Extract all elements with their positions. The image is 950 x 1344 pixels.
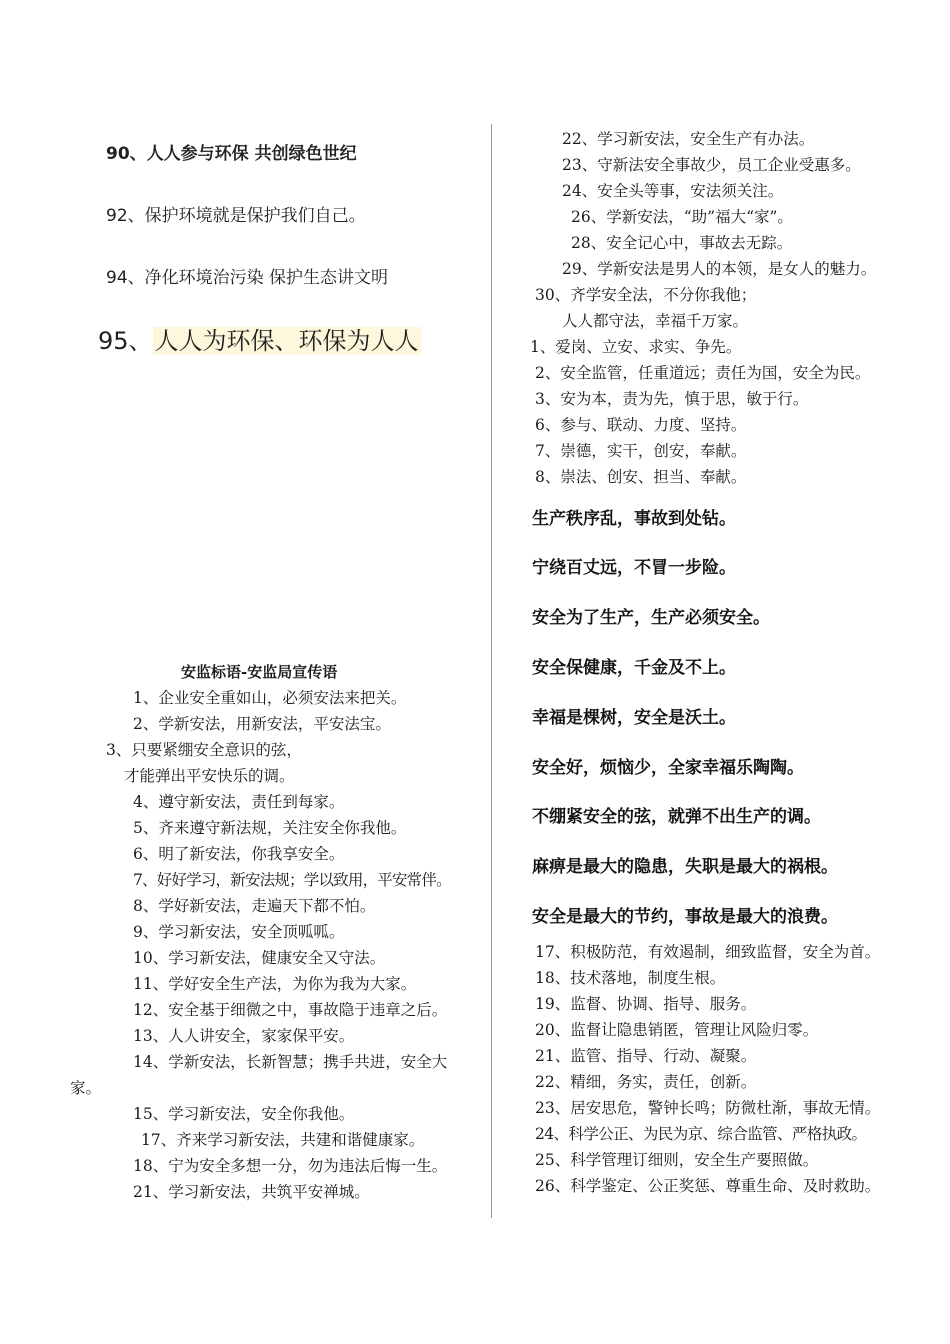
slogan-90: 90、人人参与环保 共创绿色世纪 xyxy=(106,144,357,164)
list-item: 17、齐来学习新安法，共建和谐健康家。 xyxy=(141,1131,425,1149)
list-item: 3、安为本，责为先，慎于思，敏于行。 xyxy=(535,390,809,408)
slogan-94: 94、净化环境治污染 保护生态讲文明 xyxy=(106,268,389,288)
list-item: 2、学新安法，用新安法，平安法宝。 xyxy=(133,715,391,733)
list-item: 24、科学公正、为民为京、综合监管、严格执政。 xyxy=(535,1125,867,1143)
list-item: 21、学习新安法，共筑平安禅城。 xyxy=(133,1183,370,1201)
bold-slogan: 不绷紧安全的弦，就弹不出生产的调。 xyxy=(532,807,821,827)
list-item: 13、人人讲安全，家家保平安。 xyxy=(133,1027,355,1045)
list-item: 人人都守法，幸福千万家。 xyxy=(562,312,749,330)
list-item: 4、遵守新安法，责任到每家。 xyxy=(133,793,345,811)
list-item: 26、学新安法，“助”福大“家”。 xyxy=(571,208,793,226)
list-item: 21、监管、指导、行动、凝聚。 xyxy=(535,1047,757,1065)
list-item: 26、科学鉴定、公正奖惩、尊重生命、及时救助。 xyxy=(535,1177,881,1195)
list-item: 19、监督、协调、指导、服务。 xyxy=(535,995,757,1013)
list-item: 29、学新安法是男人的本领，是女人的魅力。 xyxy=(562,260,877,278)
list-item: 30、齐学安全法，不分你我他； xyxy=(535,286,757,304)
list-item: 5、齐来遵守新法规，关注安全你我他。 xyxy=(133,819,407,837)
list-item: 10、学习新安法，健康安全又守法。 xyxy=(133,949,386,967)
bold-slogan: 安全好，烦恼少，全家幸福乐陶陶。 xyxy=(532,758,804,778)
list-item: 25、科学管理订细则，安全生产要照做。 xyxy=(535,1151,819,1169)
list-item: 28、安全记心中，事故去无踪。 xyxy=(571,234,793,252)
section-title: 安监标语-安监局宣传语 xyxy=(181,663,338,681)
list-item: 14、学新安法，长新智慧；携手共进，安全大 xyxy=(133,1053,448,1071)
list-item: 12、安全基于细微之中，事故隐于违章之后。 xyxy=(133,1001,448,1019)
list-item: 15、学习新安法，安全你我他。 xyxy=(133,1105,355,1123)
list-item: 8、学好新安法，走遍天下都不怕。 xyxy=(133,897,376,915)
list-item: 18、技术落地，制度生根。 xyxy=(535,969,726,987)
bold-slogan: 幸福是棵树，安全是沃土。 xyxy=(532,708,736,728)
list-item: 家。 xyxy=(70,1079,102,1097)
bold-slogan: 安全是最大的节约，事故是最大的浪费。 xyxy=(532,907,838,927)
list-item: 1、企业安全重如山，必须安法来把关。 xyxy=(133,689,407,707)
list-item: 2、安全监管，任重道远；责任为国，安全为民。 xyxy=(535,364,871,382)
bold-slogan: 生产秩序乱，事故到处钻。 xyxy=(532,509,736,529)
slogan-95-text: 人人为环保、环保为人人 xyxy=(154,327,419,355)
list-item: 22、精细，务实，责任，创新。 xyxy=(535,1073,757,1091)
list-item: 9、学习新安法，安全顶呱呱。 xyxy=(133,923,345,941)
column-divider xyxy=(491,124,492,1218)
list-item: 24、安全头等事，安法须关注。 xyxy=(562,182,784,200)
list-item: 才能弹出平安快乐的调。 xyxy=(124,767,295,785)
bold-slogan: 麻痹是最大的隐患，失职是最大的祸根。 xyxy=(532,857,838,877)
list-item: 6、参与、联动、力度、坚持。 xyxy=(535,416,747,434)
list-item: 1、爱岗、立安、求实、争先。 xyxy=(530,338,742,356)
list-item: 8、崇法、创安、担当、奉献。 xyxy=(535,468,747,486)
list-item: 23、居安思危，警钟长鸣；防微杜渐，事故无情。 xyxy=(535,1099,881,1117)
list-item: 7、好好学习，新安法规；学以致用，平安常伴。 xyxy=(133,871,451,889)
list-item: 20、监督让隐患销匿，管理让风险归零。 xyxy=(535,1021,819,1039)
slogan-92: 92、保护环境就是保护我们自己。 xyxy=(106,206,366,226)
list-item: 11、学好安全生产法，为你为我为大家。 xyxy=(133,975,417,993)
list-item: 23、守新法安全事故少，员工企业受惠多。 xyxy=(562,156,861,174)
list-item: 22、学习新安法，安全生产有办法。 xyxy=(562,130,815,148)
list-item: 17、积极防范，有效遏制，细致监督，安全为首。 xyxy=(535,943,881,961)
list-item: 6、明了新安法，你我享安全。 xyxy=(133,845,345,863)
bold-slogan: 宁绕百丈远，不冒一步险。 xyxy=(532,558,736,578)
list-item: 3、只要紧绷安全意识的弦， xyxy=(106,741,302,759)
bold-slogan: 安全保健康，千金及不上。 xyxy=(532,658,736,678)
bold-slogan: 安全为了生产，生产必须安全。 xyxy=(532,608,770,628)
list-item: 7、崇德，实干，创安，奉献。 xyxy=(535,442,747,460)
slogan-95-number: 95、 xyxy=(98,327,153,355)
list-item: 18、宁为安全多想一分，勿为违法后悔一生。 xyxy=(133,1157,448,1175)
slogan-95 xyxy=(98,321,421,356)
